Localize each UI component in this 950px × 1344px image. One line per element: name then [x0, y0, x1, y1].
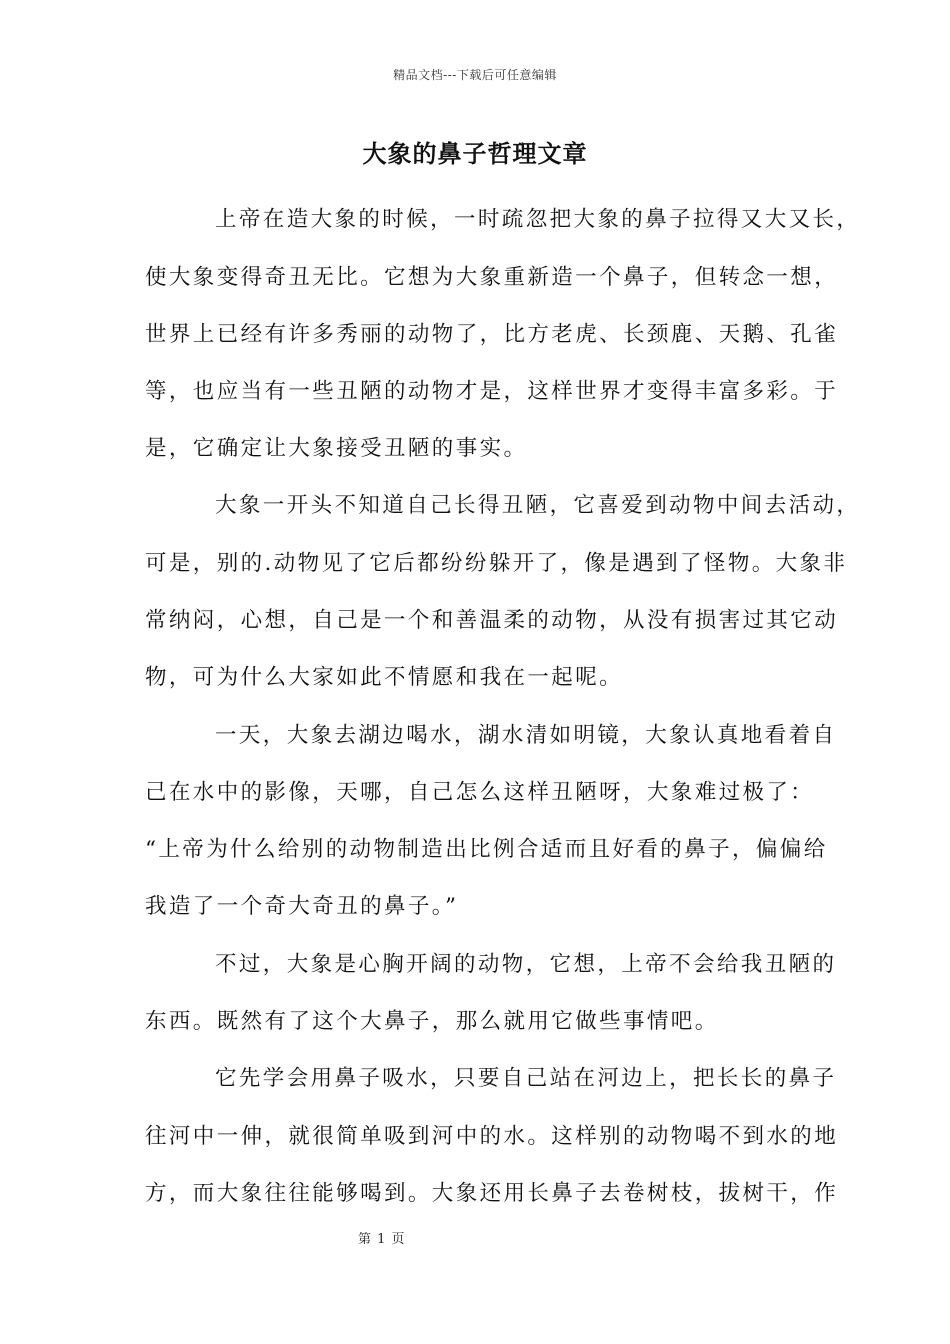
paragraph-line: 它先学会用鼻子吸水，只要自己站在河边上，把长长的鼻子 [215, 1066, 837, 1091]
paragraph-line: 物，可为什么大家如此不情愿和我在一起呢。 [145, 665, 624, 690]
page-number: 第 1 页 [358, 1232, 406, 1247]
paragraph-line: 等，也应当有一些丑陋的动物才是，这样世界才变得丰富多彩。于 [145, 379, 839, 404]
paragraph-line: 世界上已经有许多秀丽的动物了，比方老虎、长颈鹿、天鹅、孔雀 [145, 322, 839, 347]
paragraph-line: 可是，别的.动物见了它后都纷纷躲开了，像是遇到了怪物。大象非 [145, 551, 848, 576]
paragraph-line: 方，而大象往往能够喝到。大象还用长鼻子去卷树枝，拔树干，作 [145, 1181, 839, 1206]
paragraph-line: 往河中一伸，就很简单吸到河中的水。这样别的动物喝不到水的地 [145, 1124, 839, 1149]
header-note: 精品文档---下载后可任意编辑 [393, 68, 557, 82]
paragraph-line: 东西。既然有了这个大鼻子，那么就用它做些事情吧。 [145, 1009, 719, 1034]
paragraph-line: 常纳闷，心想，自己是一个和善温柔的动物，从没有损害过其它动 [145, 608, 839, 633]
page-title: 大象的鼻子哲理文章 [362, 139, 588, 168]
paragraph-line: 己在水中的影像，天哪，自己怎么这样丑陋呀，大象难过极了： [145, 780, 815, 805]
paragraph-line: 是，它确定让大象接受丑陋的事实。 [145, 436, 528, 461]
paragraph-line: 我造了一个奇大奇丑的鼻子。” [145, 894, 459, 919]
paragraph-line: 大象一开头不知道自己长得丑陋，它喜爱到动物中间去活动， [215, 493, 861, 518]
paragraph-line: 不过，大象是心胸开阔的动物，它想，上帝不会给我丑陋的 [215, 952, 837, 977]
paragraph-line: 上帝在造大象的时候，一时疏忽把大象的鼻子拉得又大又长， [215, 207, 861, 232]
paragraph-line: “上帝为什么给别的动物制造出比例合适而且好看的鼻子，偏偏给 [145, 837, 828, 862]
paragraph-line: 使大象变得奇丑无比。它想为大象重新造一个鼻子，但转念一想， [145, 265, 839, 290]
paragraph-line: 一天，大象去湖边喝水，湖水清如明镜，大象认真地看着自 [215, 723, 837, 748]
